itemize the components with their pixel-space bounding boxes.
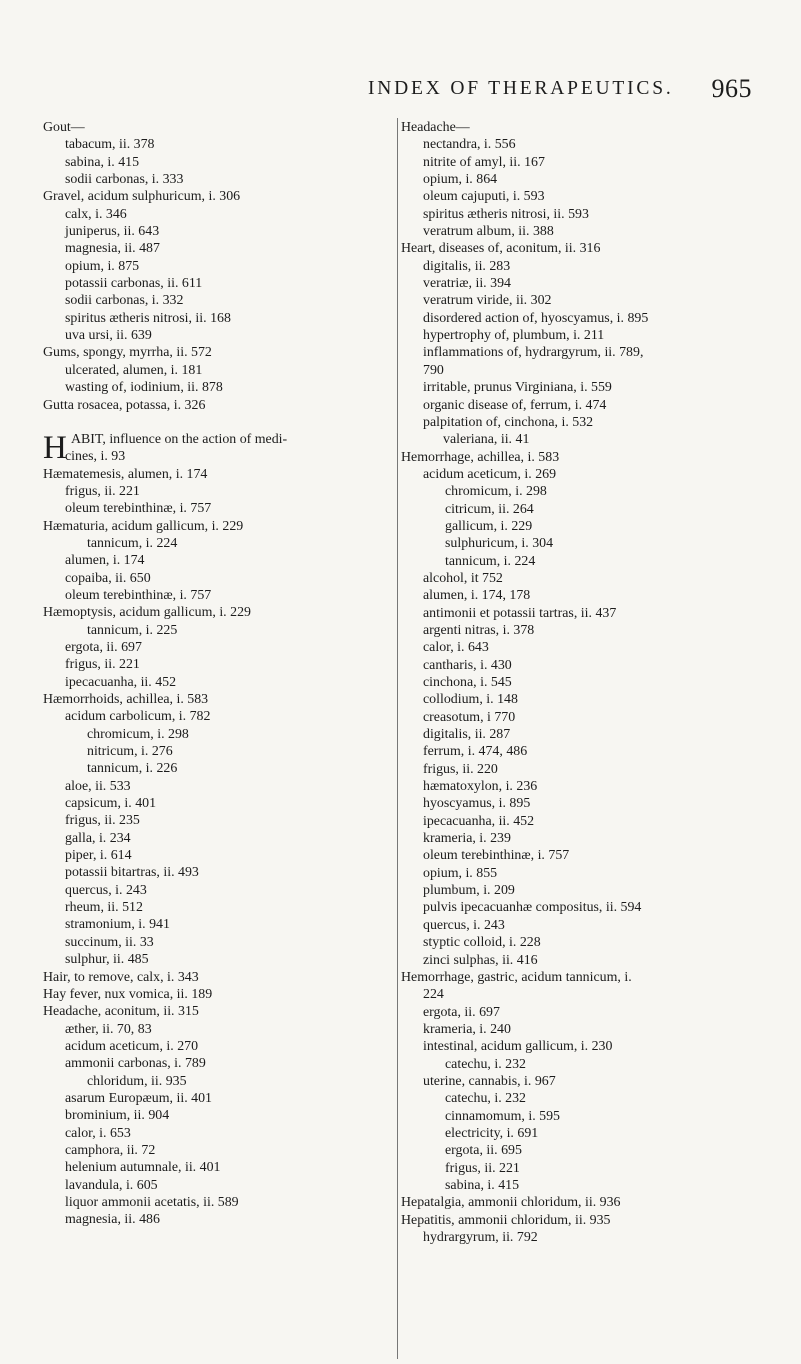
index-entry-text: ABIT, influence on the action of medi- xyxy=(71,431,288,447)
index-subentry: alumen, i. 174, 178 xyxy=(423,588,531,604)
index-subentry: rheum, ii. 512 xyxy=(65,900,143,916)
index-heading: Hæmaturia, acidum gallicum, i. 229 xyxy=(43,518,244,534)
index-subentry: uterine, cannabis, i. 967 xyxy=(423,1073,556,1089)
index-subentry: oleum terebinthinæ, i. 757 xyxy=(423,848,570,864)
index-subentry: krameria, i. 239 xyxy=(423,831,511,847)
index-subentry: spiritus ætheris nitrosi, ii. 168 xyxy=(65,310,231,326)
index-heading: Hemorrhage, achillea, i. 583 xyxy=(401,449,560,465)
index-heading: Headache— xyxy=(401,120,470,135)
index-subentry: helenium autumnale, ii. 401 xyxy=(65,1160,221,1176)
index-subentry: copaiba, ii. 650 xyxy=(65,570,151,586)
index-subentry: oleum terebinthinæ, i. 757 xyxy=(65,587,212,603)
index-subentry: quercus, i. 243 xyxy=(65,882,147,898)
index-heading: Hæmorrhoids, achillea, i. 583 xyxy=(43,692,209,707)
index-subentry: acidum carbolicum, i. 782 xyxy=(65,709,211,725)
page-number: 965 xyxy=(711,74,752,103)
index-subentry: hyoscyamus, i. 895 xyxy=(423,796,531,812)
index-subentry: digitalis, ii. 283 xyxy=(423,258,511,274)
index-subentry: aloe, ii. 533 xyxy=(65,778,131,794)
index-subentry: veratriæ, ii. 394 xyxy=(423,276,511,292)
index-subentry: tannicum, i. 224 xyxy=(445,553,536,569)
index-subentry: ipecacuanha, ii. 452 xyxy=(65,674,177,690)
index-heading: Gutta rosacea, potassa, i. 326 xyxy=(43,397,206,413)
index-subentry: ergota, ii. 697 xyxy=(65,639,142,655)
index-subentry: 790 xyxy=(423,362,444,378)
index-subentry: stramonium, i. 941 xyxy=(65,917,170,933)
index-subentry: electricity, i. 691 xyxy=(445,1125,539,1141)
index-subentry: pulvis ipecacuanhæ compositus, ii. 594 xyxy=(423,900,642,916)
index-subentry: oleum cajuputi, i. 593 xyxy=(423,189,545,205)
index-heading: Hæmatemesis, alumen, i. 174 xyxy=(43,466,208,482)
index-subentry: cinnamomum, i. 595 xyxy=(445,1108,560,1124)
index-subentry: ergota, ii. 697 xyxy=(423,1004,500,1020)
index-subentry: ergota, ii. 695 xyxy=(445,1143,522,1159)
index-heading: Headache, aconitum, ii. 315 xyxy=(43,1004,199,1020)
index-subentry: intestinal, acidum gallicum, i. 230 xyxy=(423,1039,613,1055)
index-heading: Gout— xyxy=(43,120,85,135)
index-subentry: frigus, ii. 221 xyxy=(445,1160,520,1176)
index-subentry: tabacum, ii. 378 xyxy=(65,137,155,153)
entry-spacer xyxy=(43,414,405,431)
index-subentry: opium, i. 864 xyxy=(423,172,498,188)
index-subentry: uva ursi, ii. 639 xyxy=(65,328,152,344)
index-subentry: veratrum album, ii. 388 xyxy=(423,224,554,240)
index-subentry: liquor ammonii acetatis, ii. 589 xyxy=(65,1194,239,1210)
index-subentry: krameria, i. 240 xyxy=(423,1021,511,1037)
index-subentry: opium, i. 875 xyxy=(65,258,140,274)
index-subentry: calor, i. 653 xyxy=(65,1125,131,1141)
column-divider xyxy=(397,118,398,1359)
index-subentry: hydrargyrum, ii. 792 xyxy=(423,1230,538,1245)
index-subentry: nitrite of amyl, ii. 167 xyxy=(423,154,545,170)
index-heading: Hepatitis, ammonii chloridum, ii. 935 xyxy=(401,1212,611,1228)
index-subentry: sabina, i. 415 xyxy=(445,1177,520,1193)
index-subentry: acidum aceticum, i. 270 xyxy=(65,1038,199,1054)
index-subentry: sodii carbonas, i. 332 xyxy=(65,293,184,309)
index-subentry: digitalis, ii. 287 xyxy=(423,727,511,743)
page-title: INDEX OF THERAPEUTICS. xyxy=(368,78,674,99)
index-subentry: cines, i. 93 xyxy=(65,449,126,465)
index-subentry: opium, i. 855 xyxy=(423,865,498,881)
index-subentry: wasting of, iodinium, ii. 878 xyxy=(65,380,223,396)
index-subentry: potassii bitartras, ii. 493 xyxy=(65,865,199,881)
index-subentry: oleum terebinthinæ, i. 757 xyxy=(65,501,212,517)
index-subentry: ipecacuanha, ii. 452 xyxy=(423,813,535,829)
index-subentry: citricum, ii. 264 xyxy=(445,501,534,517)
index-subentry: æther, ii. 70, 83 xyxy=(65,1021,152,1037)
index-subentry: asarum Europæum, ii. 401 xyxy=(65,1090,212,1106)
index-subentry: sulphuricum, i. 304 xyxy=(445,536,554,552)
index-heading: Hepatalgia, ammonii chloridum, ii. 936 xyxy=(401,1195,621,1211)
index-subentry: alcohol, it 752 xyxy=(423,570,503,586)
index-subentry: hæmatoxylon, i. 236 xyxy=(423,779,538,795)
index-subentry: collodium, i. 148 xyxy=(423,692,518,708)
index-subentry: ulcerated, alumen, i. 181 xyxy=(65,362,203,378)
index-subentry: camphora, ii. 72 xyxy=(65,1142,156,1158)
index-subentry: creasotum, i 770 xyxy=(423,709,516,725)
index-subentry: valeriana, ii. 41 xyxy=(443,432,530,448)
index-subentry: nitricum, i. 276 xyxy=(87,744,173,760)
index-subentry: irritable, prunus Virginiana, i. 559 xyxy=(423,380,612,396)
index-subentry: magnesia, ii. 486 xyxy=(65,1212,160,1228)
index-subentry: acidum aceticum, i. 269 xyxy=(423,466,557,482)
index-column-right xyxy=(401,119,763,1246)
index-subentry: magnesia, ii. 487 xyxy=(65,241,160,257)
index-subentry: catechu, i. 232 xyxy=(445,1056,526,1072)
index-subentry: chromicum, i. 298 xyxy=(87,726,189,742)
index-subentry: styptic colloid, i. 228 xyxy=(423,935,541,951)
index-subentry: frigus, ii. 221 xyxy=(65,657,140,673)
index-subentry: juniperus, ii. 643 xyxy=(65,224,160,240)
index-subentry: alumen, i. 174 xyxy=(65,553,145,569)
drop-cap-letter: H xyxy=(43,429,67,466)
index-subentry: plumbum, i. 209 xyxy=(423,883,515,899)
index-subentry: succinum, ii. 33 xyxy=(65,934,154,950)
index-subentry: galla, i. 234 xyxy=(65,830,131,846)
index-subentry: calx, i. 346 xyxy=(65,206,127,222)
index-subentry: gallicum, i. 229 xyxy=(445,518,533,534)
index-subentry: brominium, ii. 904 xyxy=(65,1108,170,1124)
index-column-left xyxy=(43,119,405,1229)
index-subentry: capsicum, i. 401 xyxy=(65,796,157,812)
index-subentry: tannicum, i. 226 xyxy=(87,761,178,777)
index-subentry: chromicum, i. 298 xyxy=(445,484,547,500)
index-subentry: zinci sulphas, ii. 416 xyxy=(423,952,538,968)
index-heading: Hay fever, nux vomica, ii. 189 xyxy=(43,986,213,1002)
index-subentry: palpitation of, cinchona, i. 532 xyxy=(423,414,594,430)
index-subentry: potassii carbonas, ii. 611 xyxy=(65,276,203,292)
index-subentry: lavandula, i. 605 xyxy=(65,1177,158,1193)
index-heading: Hæmoptysis, acidum gallicum, i. 229 xyxy=(43,605,251,621)
index-heading: Hemorrhage, gastric, acidum tannicum, i. xyxy=(401,969,632,985)
index-subentry: 224 xyxy=(423,987,444,1003)
index-heading: Heart, diseases of, aconitum, ii. 316 xyxy=(401,241,601,257)
index-subentry: cantharis, i. 430 xyxy=(423,657,512,673)
index-subentry: organic disease of, ferrum, i. 474 xyxy=(423,397,607,413)
index-subentry: tannicum, i. 224 xyxy=(87,535,178,551)
index-subentry: frigus, ii. 220 xyxy=(423,761,498,777)
index-subentry: catechu, i. 232 xyxy=(445,1091,526,1107)
index-heading: Gravel, acidum sulphuricum, i. 306 xyxy=(43,189,241,205)
page-header xyxy=(0,74,801,104)
index-subentry: piper, i. 614 xyxy=(65,848,132,864)
index-subentry: cinchona, i. 545 xyxy=(423,675,512,690)
index-subentry: frigus, ii. 235 xyxy=(65,813,140,829)
index-subentry: sabina, i. 415 xyxy=(65,154,140,170)
index-subentry: inflammations of, hydrargyrum, ii. 789, xyxy=(423,345,644,361)
index-subentry: spiritus ætheris nitrosi, ii. 593 xyxy=(423,206,589,222)
index-subentry: calor, i. 643 xyxy=(423,640,489,656)
index-heading: Gums, spongy, myrrha, ii. 572 xyxy=(43,345,212,361)
index-subentry: ammonii carbonas, i. 789 xyxy=(65,1056,206,1072)
index-heading: Hair, to remove, calx, i. 343 xyxy=(43,969,199,985)
index-subentry: antimonii et potassii tartras, ii. 437 xyxy=(423,605,617,621)
index-subentry: nectandra, i. 556 xyxy=(423,137,516,153)
index-subentry: argenti nitras, i. 378 xyxy=(423,622,535,638)
index-subentry: sulphur, ii. 485 xyxy=(65,952,149,968)
index-subentry: ferrum, i. 474, 486 xyxy=(423,744,528,760)
index-subentry: quercus, i. 243 xyxy=(423,917,505,933)
index-subentry: hypertrophy of, plumbum, i. 211 xyxy=(423,328,605,344)
index-subentry: tannicum, i. 225 xyxy=(87,622,178,638)
index-subentry: chloridum, ii. 935 xyxy=(87,1073,187,1089)
index-subentry: veratrum viride, ii. 302 xyxy=(423,293,552,309)
index-subentry: frigus, ii. 221 xyxy=(65,483,140,499)
index-subentry: disordered action of, hyoscyamus, i. 895 xyxy=(423,310,649,326)
index-subentry: sodii carbonas, i. 333 xyxy=(65,172,184,188)
